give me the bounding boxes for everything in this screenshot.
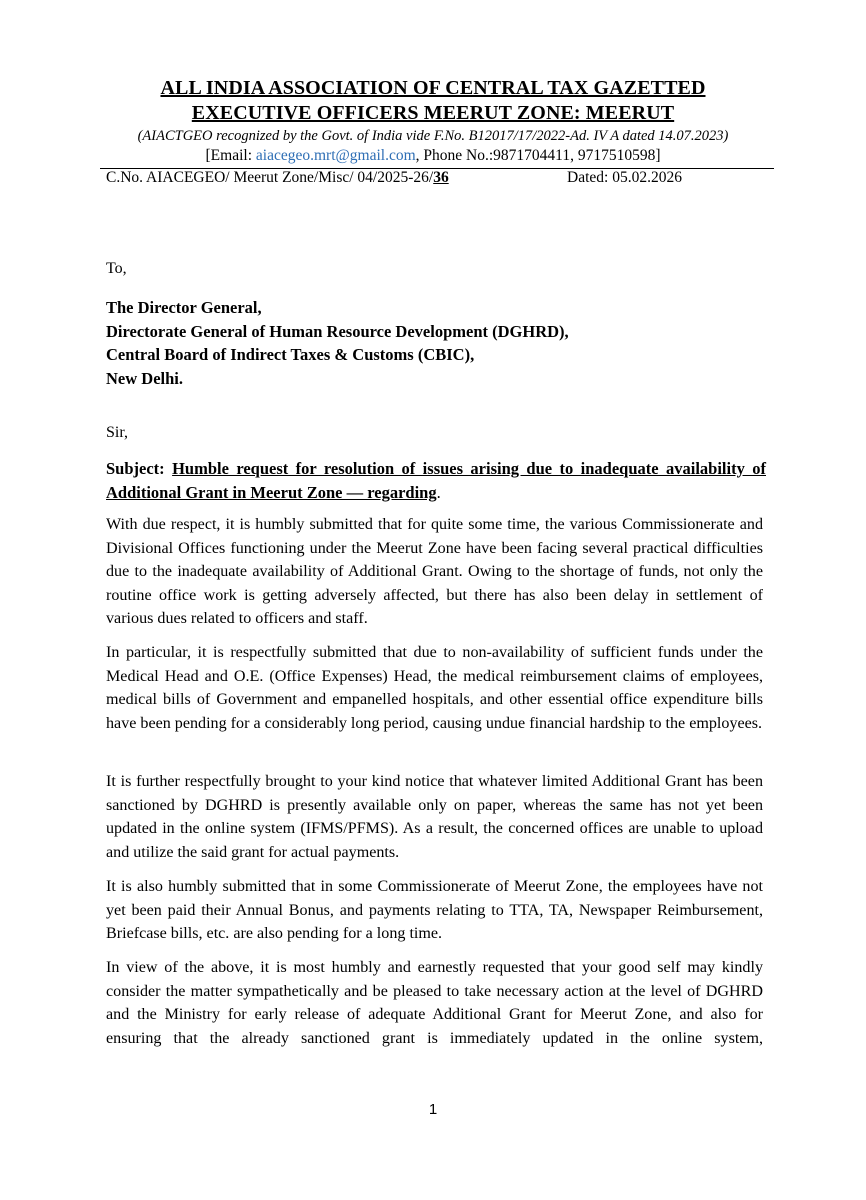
- to-line: To,: [106, 260, 127, 277]
- address-line: New Delhi.: [106, 368, 183, 388]
- body-paragraph: It is further respectfully brought to your kind notice that whatever limited Additional Grant has been sanctioned by DGHRD is presently available only on paper, whereas the same has not yet been updated in the online system (IFMS/PFMS). As a result, the concerned offices are unable to upload and utilize the said grant for actual payments.: [106, 773, 763, 861]
- reference-number: [106, 168, 449, 187]
- recipient-address: [106, 296, 569, 390]
- page-number: 1: [428, 1101, 438, 1118]
- reference-prefix: C.No. AIACEGEO/ Meerut Zone/Misc/ 04/2025-26/: [106, 169, 434, 186]
- recognition-note: (AIACTGEO recognized by the Govt. of India vide F.No. B12017/17/2022-Ad. IV A dated 14.07.2023): [137, 128, 729, 144]
- contact-phone: , Phone No.:9871704411, 9717510598]: [415, 147, 661, 164]
- body-paragraph: In view of the above, it is most humbly and earnestly requested that your good self may kindly consider the matter sympathetically and be pleased to take necessary action at the level of DGHRD and the Ministry for early release of adequate Additional Grant for Meerut Zone, and also for ensuring that the already sanctioned grant is immediately updated in the online system,: [106, 959, 763, 1047]
- contact-prefix: [Email:: [205, 147, 256, 164]
- subject-text: Humble request for resolution of issues arising due to inadequate availability of Additional Grant in Meerut Zone — regarding: [106, 459, 766, 502]
- org-title-line1: ALL INDIA ASSOCIATION OF CENTRAL TAX GAZETTED: [160, 77, 706, 99]
- reference-serial: 36: [433, 169, 449, 186]
- subject-label: Subject:: [106, 459, 165, 478]
- body-paragraph: It is also humbly submitted that in some Commissionerate of Meerut Zone, the employees have not yet been paid their Annual Bonus, and payments relating to TTA, TA, Newspaper Reimbursement, Briefcase bills, etc. are also pending for a long time.: [106, 878, 763, 942]
- subject-line: [106, 457, 766, 504]
- address-line: Central Board of Indirect Taxes & Customs (CBIC),: [106, 345, 475, 364]
- subject-period: .: [436, 482, 441, 502]
- body-paragraph: In particular, it is respectfully submitted that due to non-availability of sufficient funds under the Medical Head and O.E. (Office Expenses) Head, the medical reimbursement claims of employees, medical bills of Government and empanelled hospitals, and other essential office expenditure bills have been pending for a considerably long period, causing undue financial hardship to the employees.: [106, 644, 763, 732]
- org-title-line2: EXECUTIVE OFFICERS MEERUT ZONE: MEERUT: [191, 102, 675, 124]
- address-line: The Director General,: [106, 298, 262, 317]
- body-paragraph: With due respect, it is humbly submitted that for quite some time, the various Commissionerate and Divisional Offices functioning under the Meerut Zone have been facing several practical difficulties due to the inadequate availability of Additional Grant. Owing to the shortage of funds, not only the routine office work is getting adversely affected, but there has also been delay in settlement of various dues related to officers and staff.: [106, 516, 763, 627]
- salutation: Sir,: [106, 424, 129, 441]
- email-link[interactable]: aiacegeo.mrt@gmail.com: [255, 147, 416, 164]
- contact-line: [0, 146, 866, 165]
- address-line: Directorate General of Human Resource Development (DGHRD),: [106, 321, 569, 341]
- letter-date: Dated: 05.02.2026: [567, 169, 682, 186]
